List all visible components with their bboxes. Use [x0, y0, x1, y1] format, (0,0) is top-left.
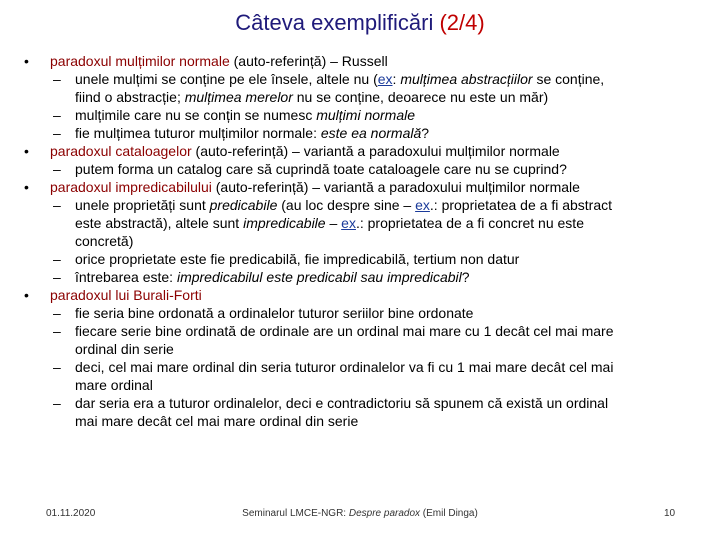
ex-link[interactable]: ex [341, 215, 356, 231]
bullet-russell [18, 52, 708, 70]
dash-icon: – [53, 251, 61, 267]
bullet-impredicabil [18, 178, 708, 196]
russell-rest: (auto-referință) – Russell [229, 53, 388, 69]
burali-sub-2: – fiecare serie bine ordinată de ordinale are un ordinal mai mare cu 1 decât cel mai mare ordinal din serie [53, 323, 614, 357]
bullet-dot-icon: • [24, 53, 29, 69]
burali-sub-3: – deci, cel mai mare ordinal din seria tuturor ordinalelor va fi cu 1 mai mare decât cel mai mare ordinal [53, 359, 614, 393]
dash-icon: – [53, 359, 61, 375]
russell-name: paradoxul mulțimilor normale [50, 53, 230, 69]
slide-title-count: (2/4) [439, 10, 485, 35]
footer-seminar: Seminarul LMCE-NGR: Despre paradox (Emil Dinga) [242, 508, 478, 519]
catalog-rest: (auto-referință) – variantă a paradoxului mulțimilor normale [191, 143, 560, 159]
footer-date: 01.11.2020 [46, 508, 96, 519]
footer-page-number: 10 [664, 508, 676, 519]
dash-icon: – [53, 269, 61, 285]
russell-sub-1: – unele mulțimi se conține pe ele însele, altele nu (ex: mulțimea abstracțiilor se conține, fiind o abstracție; mulțimea merelor nu se conține, deoarece nu este un măr) [53, 71, 605, 105]
burali-sub-1: – fie seria bine ordonată a ordinalelor tuturor seriilor bine ordonate [53, 305, 474, 321]
dash-icon: – [53, 323, 61, 339]
russell-sub-3: – fie mulțimea tuturor mulțimilor normale: este ea normală? [53, 125, 430, 141]
burali-sub-4: – dar seria era a tuturor ordinalelor, deci e contradictoriu să spunem că există un ordinal mai mare decât cel mai mare ordinal din serie [53, 395, 609, 429]
catalog-name: paradoxul cataloagelor [50, 143, 192, 159]
dash-icon: – [53, 305, 61, 321]
bullet-burali-forti [18, 286, 708, 304]
dash-icon: – [53, 125, 61, 141]
bullet-dot-icon: • [24, 287, 29, 303]
impred-sub-3: – întrebarea este: impredicabilul este predicabil sau impredicabil? [53, 269, 470, 285]
dash-icon: – [53, 197, 61, 213]
dash-icon: – [53, 395, 61, 411]
burali-name: paradoxul lui Burali-Forti [50, 287, 202, 303]
slide-content [18, 52, 708, 430]
dash-icon: – [53, 107, 61, 123]
ex-link[interactable]: ex [415, 197, 430, 213]
impred-name: paradoxul impredicabilului [50, 179, 212, 195]
bullet-dot-icon: • [24, 179, 29, 195]
bullet-dot-icon: • [24, 143, 29, 159]
slide-title-main: Câteva exemplificări [235, 10, 434, 35]
impred-sub-1: – unele proprietăți sunt predicabile (au loc despre sine – ex.: proprietatea de a fi abstract este abstractă), altele sunt impredicabile – ex.: proprietatea de a fi concret nu este concretă) [53, 197, 613, 249]
impred-sub-2: – orice proprietate este fie predicabilă, fie impredicabilă, tertium non datur [53, 251, 520, 267]
bullet-catalog [18, 142, 708, 160]
dash-icon: – [53, 71, 61, 87]
impred-rest: (auto-referință) – variantă a paradoxului mulțimilor normale [211, 179, 580, 195]
russell-sub-2: – mulțimile care nu se conțin se numesc mulțimi normale [53, 107, 416, 123]
ex-link[interactable]: ex [377, 71, 393, 87]
slide-title [0, 8, 720, 38]
dash-icon: – [53, 161, 61, 177]
catalog-sub-1: – putem forma un catalog care să cuprindă toate cataloagele care nu se cuprind? [53, 161, 567, 177]
